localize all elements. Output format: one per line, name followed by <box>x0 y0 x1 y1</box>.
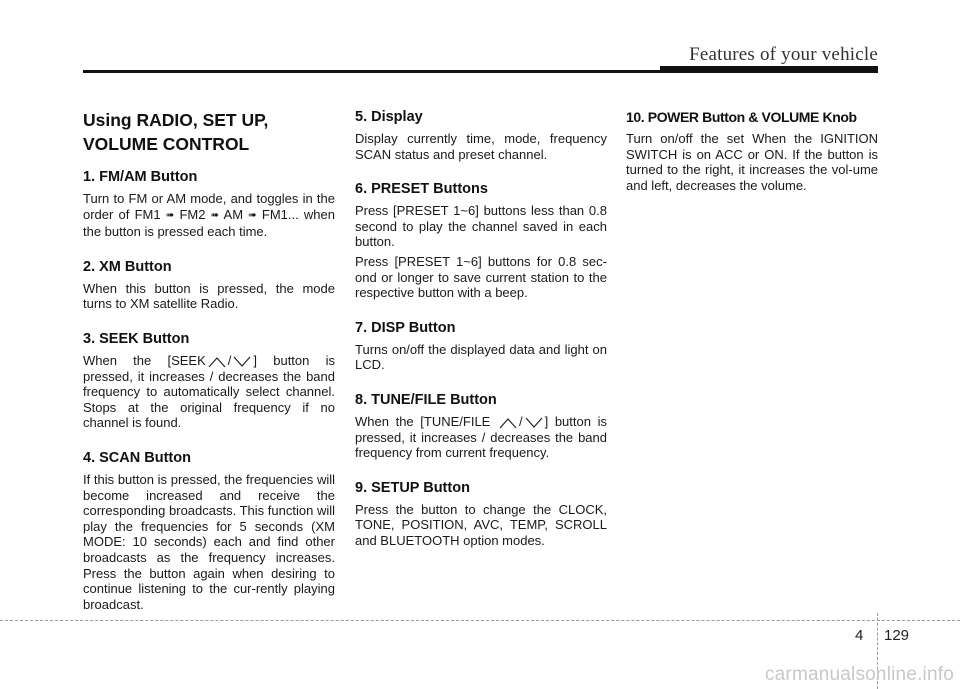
text-part: When the [SEEK <box>83 352 206 368</box>
header-rule-accent <box>660 66 878 73</box>
header-title: Features of your vehicle <box>689 44 878 65</box>
section-text <box>355 414 607 461</box>
text-part: When the [TUNE/FILE <box>355 413 491 429</box>
section-text: Turn on/off the set When the IGNITION SWITCH is on ACC or ON. If the button is turned to the right, it increases the vol-ume and left, decreases the volume. <box>626 131 878 193</box>
main-heading: Using RADIO, SET UP, VOLUME CONTROL <box>83 110 269 154</box>
column-2 <box>355 108 607 567</box>
section-heading: 10. POWER Button & VOLUME Knob <box>626 109 857 125</box>
section-seek <box>83 330 335 431</box>
section-text: If this button is pressed, the frequencies will become increased and receive the corresponding broadcasts. This function will play the frequencies for 5 seconds (XM MODE: 10 seconds) each and find other broadcasts as the frequency increases. Press the button again when desiring to continue listening to the cur-rently playing broadcast. <box>83 471 335 612</box>
section-heading: 2. XM Button <box>83 258 172 275</box>
text-part: FM1... when the button is pressed each time. <box>83 206 335 240</box>
text-part: ] button is pressed, it increases / decreases the band frequency from current frequency. <box>355 413 607 461</box>
chapter-number: 4 <box>855 627 864 644</box>
section-text <box>83 191 335 240</box>
section-heading: 1. FM/AM Button <box>83 169 198 185</box>
text-part: / <box>227 352 232 368</box>
section-display <box>355 108 607 162</box>
text-part: AM <box>223 206 244 222</box>
section-heading: 9. SETUP Button <box>355 479 470 496</box>
section-text: Turns on/off the displayed data and light on LCD. <box>355 341 607 373</box>
right-arrow-icon: ➠ <box>165 209 175 221</box>
section-heading: 5. Display <box>355 109 423 125</box>
section-power <box>626 108 878 193</box>
section-text: Press the button to change the CLOCK, TONE, POSITION, AVC, TEMP, SCROLL and BLUETOOTH option modes. <box>355 501 607 548</box>
section-tune <box>355 391 607 461</box>
chevron-down-icon <box>524 417 544 429</box>
section-text: When this button is pressed, the mode turns to XM satellite Radio. <box>83 280 335 312</box>
chevron-up-icon <box>207 356 227 368</box>
text-part: ] button is pressed, it increases / decreases the band frequency to automatically select channel. Stops at the original frequency if no channel is found. <box>83 352 335 431</box>
column-3 <box>626 108 878 211</box>
section-text: Press [PRESET 1~6] buttons for 0.8 sec-ond or longer to save current station to the respective button with a beep. <box>355 253 607 301</box>
section-heading: 3. SEEK Button <box>83 330 190 347</box>
text-part: / <box>518 413 523 429</box>
page-number: 129 <box>884 627 910 644</box>
section-heading: 7. DISP Button <box>355 319 456 336</box>
section-scan <box>83 449 335 612</box>
footer-divider <box>0 620 960 621</box>
text-part: Turn to FM or AM mode, and toggles in the order of FM1 <box>83 191 335 222</box>
section-xm <box>83 258 335 312</box>
section-setup <box>355 479 607 549</box>
right-arrow-icon: ➠ <box>210 209 220 221</box>
right-arrow-icon: ➠ <box>248 209 257 221</box>
chevron-up-icon <box>498 417 518 429</box>
section-text: Display currently time, mode, frequency SCAN status and preset channel. <box>355 131 607 162</box>
section-preset <box>355 180 607 301</box>
column-1 <box>83 108 335 630</box>
section-text <box>83 353 335 431</box>
section-heading: 4. SCAN Button <box>83 449 191 466</box>
chevron-down-icon <box>232 356 252 368</box>
section-heading: 8. TUNE/FILE Button <box>355 391 497 408</box>
section-heading: 6. PRESET Buttons <box>355 181 488 198</box>
text-part: FM2 <box>179 206 206 222</box>
watermark: carmanualsonline.info <box>764 664 954 685</box>
section-disp <box>355 319 607 373</box>
section-text: Press [PRESET 1~6] buttons less than 0.8 second to play the channel saved in each button. <box>355 203 607 250</box>
section-fm-am <box>83 168 335 240</box>
